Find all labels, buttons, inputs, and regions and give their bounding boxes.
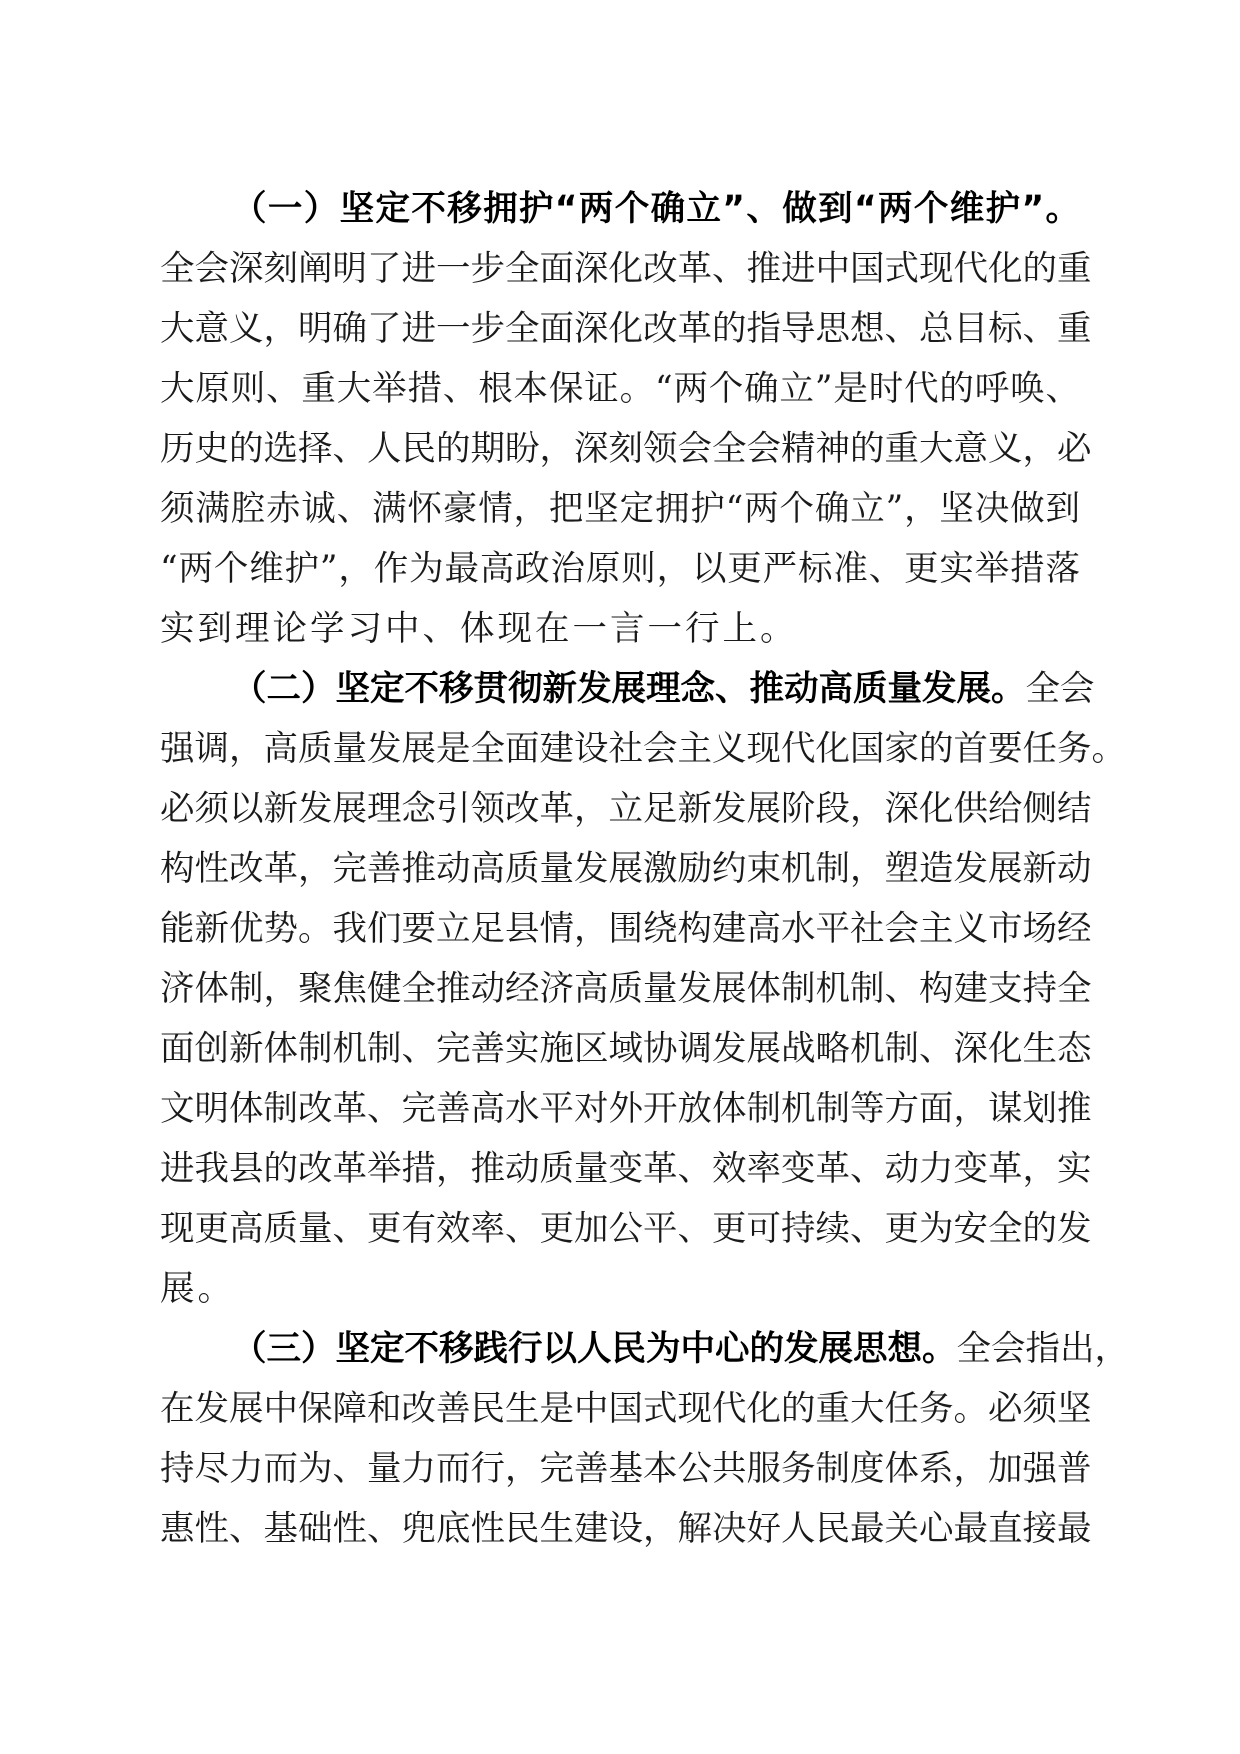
body-line: 惠性、基础性、兜底性民生建设，解决好人民最关心最直接最 — [160, 1509, 1092, 1549]
body-line: 能新优势。我们要立足县情，围绕构建高水平社会主义市场经 — [160, 909, 1092, 949]
section-2-heading-line — [232, 660, 1095, 718]
body-line: 济体制，聚焦健全推动经济高质量发展体制机制、构建支持全 — [160, 969, 1092, 1009]
body-line: 持尽力而为、量力而行，完善基本公共服务制度体系，加强普 — [160, 1449, 1092, 1489]
body-line: 大原则、重大举措、根本保证。“两个确立”是时代的呼唤、 — [160, 369, 1080, 409]
section-1-heading: （一）坚定不移拥护“两个确立”、做到“两个维护”。 — [232, 189, 1080, 229]
body-line: 展。 — [160, 1269, 235, 1309]
body-line: 面创新体制机制、完善实施区域协调发展战略机制、深化生态 — [160, 1029, 1092, 1069]
body-line: 现更高质量、更有效率、更加公平、更可持续、更为安全的发 — [160, 1209, 1092, 1249]
section-2-heading-tail: 全会 — [1025, 669, 1095, 709]
section-3-heading-line — [232, 1320, 1129, 1378]
body-line: 实到理论学习中、体现在一言一行上。 — [160, 609, 798, 649]
body-line: 文明体制改革、完善高水平对外开放体制机制等方面，谋划推 — [160, 1089, 1092, 1129]
body-line: 必须以新发展理念引领改革，立足新发展阶段，深化供给侧结 — [160, 789, 1092, 829]
body-line: 大意义，明确了进一步全面深化改革的指导思想、总目标、重 — [160, 309, 1092, 349]
body-line: 进我县的改革举措，推动质量变革、效率变革、动力变革，实 — [160, 1149, 1092, 1189]
body-line: 历史的选择、人民的期盼，深刻领会全会精神的重大意义，必 — [160, 429, 1092, 469]
section-3-heading-tail: 全会指出， — [956, 1329, 1129, 1369]
section-3-heading: （三）坚定不移践行以人民为中心的发展思想。 — [232, 1329, 957, 1369]
body-line: 须满腔赤诚、满怀豪情，把坚定拥护“两个确立”，坚决做到 — [160, 489, 1080, 529]
body-line: 构性改革，完善推动高质量发展激励约束机制，塑造发展新动 — [160, 849, 1092, 889]
body-line: 在发展中保障和改善民生是中国式现代化的重大任务。必须坚 — [160, 1389, 1092, 1429]
body-line: 强调，高质量发展是全面建设社会主义现代化国家的首要任务。 — [160, 729, 1126, 769]
section-1-heading-line — [232, 180, 1080, 238]
body-line: 全会深刻阐明了进一步全面深化改革、推进中国式现代化的重 — [160, 249, 1092, 289]
body-line: “两个维护”，作为最高政治原则，以更严标准、更实举措落 — [160, 549, 1080, 589]
section-2-heading: （二）坚定不移贯彻新发展理念、推动高质量发展。 — [232, 669, 1026, 709]
